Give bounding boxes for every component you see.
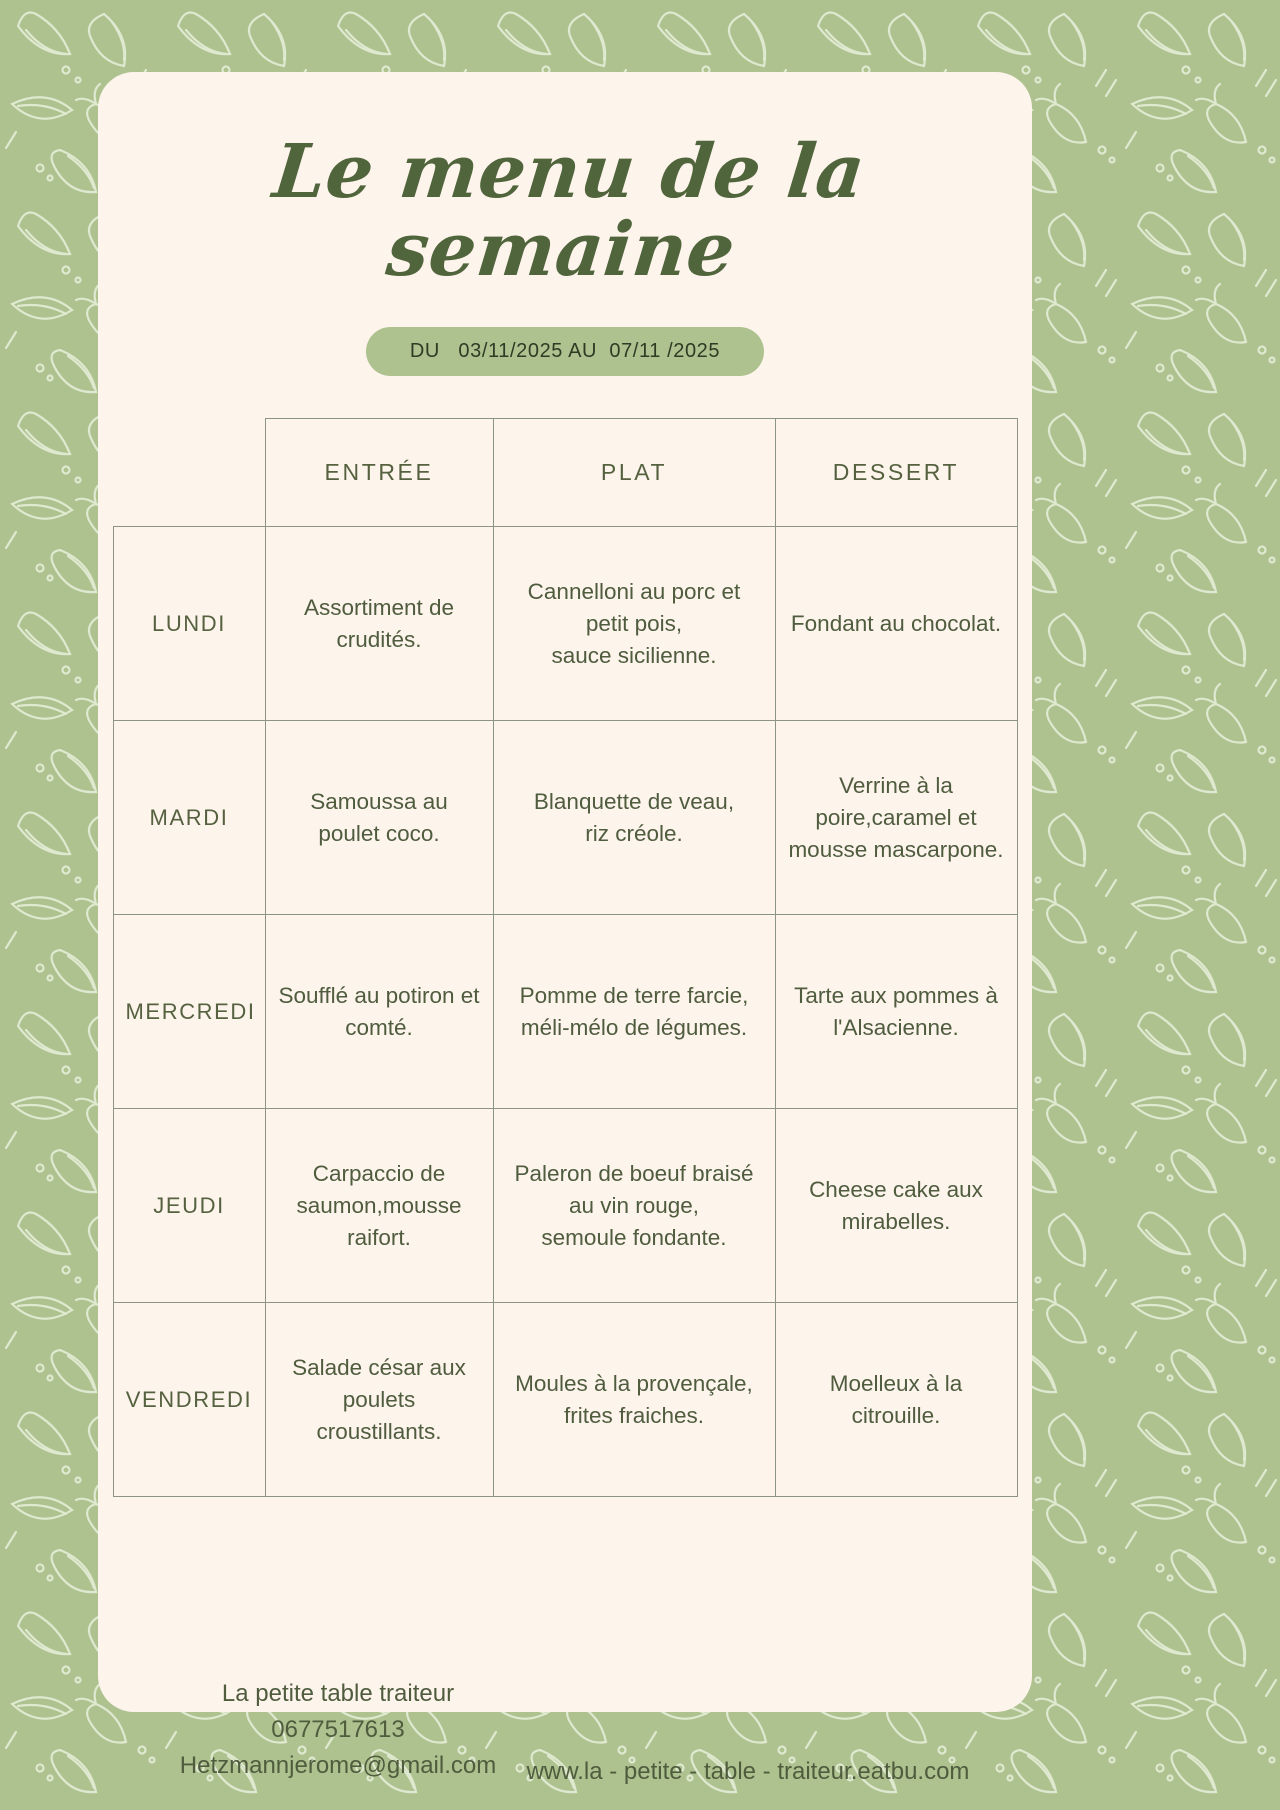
business-name: La petite table traiteur	[221, 1680, 455, 1707]
day-label: MERCREDI	[113, 915, 265, 1109]
column-header-dessert: DESSERT	[775, 419, 1017, 527]
menu-card	[98, 72, 1032, 1785]
date-range-badge: DU 03/11/2025 AU 07/11 /2025	[366, 327, 764, 376]
table-row	[113, 915, 1017, 1109]
website-url: www.la - petite - table - traiteur.eatbu.com	[526, 1758, 970, 1785]
dish-plat: Pomme de terre farcie, méli-mélo de légumes.	[493, 915, 775, 1109]
dish-plat: Moules à la provençale, frites fraiches.	[493, 1303, 775, 1497]
footer-contact-block	[138, 1676, 538, 1784]
dish-plat: Blanquette de veau, riz créole.	[493, 721, 775, 915]
date-badge-container	[98, 327, 1032, 376]
day-label: LUNDI	[113, 527, 265, 721]
dish-entree: Salade césar aux poulets croustillants.	[265, 1303, 493, 1497]
email-address: Hetzmannjerome@gmail.com	[179, 1752, 497, 1779]
day-label: VENDREDI	[113, 1303, 265, 1497]
table-row	[113, 1109, 1017, 1303]
dish-dessert: Tarte aux pommes à l'Alsacienne.	[775, 915, 1017, 1109]
dish-dessert: Moelleux à la citrouille.	[775, 1303, 1017, 1497]
weekly-menu-table	[113, 418, 1018, 1497]
table-row	[113, 1303, 1017, 1497]
day-label: MARDI	[113, 721, 265, 915]
table-body	[113, 527, 1017, 1497]
phone-number: 0677517613	[271, 1716, 405, 1743]
table-row	[113, 527, 1017, 721]
dish-dessert: Cheese cake aux mirabelles.	[775, 1109, 1017, 1303]
dish-entree: Carpaccio de saumon,mousse raifort.	[265, 1109, 493, 1303]
dish-plat: Cannelloni au porc et petit pois, sauce sicilienne.	[493, 527, 775, 721]
dish-entree: Assortiment de crudités.	[265, 527, 493, 721]
dish-dessert: Verrine à la poire,caramel et mousse mascarpone.	[775, 721, 1017, 915]
column-header-entree: ENTRÉE	[265, 419, 493, 527]
column-header-plat: PLAT	[493, 419, 775, 527]
table-header-row	[113, 419, 1017, 527]
table-corner-cell	[113, 419, 265, 527]
dish-dessert: Fondant au chocolat.	[775, 527, 1017, 721]
table-row	[113, 721, 1017, 915]
page-title: Le menu de la semaine	[269, 129, 870, 293]
day-label: JEUDI	[113, 1109, 265, 1303]
dish-entree: Soufflé au potiron et comté.	[265, 915, 493, 1109]
dish-entree: Samoussa au poulet coco.	[265, 721, 493, 915]
dish-plat: Paleron de boeuf braisé au vin rouge, semoule fondante.	[493, 1109, 775, 1303]
